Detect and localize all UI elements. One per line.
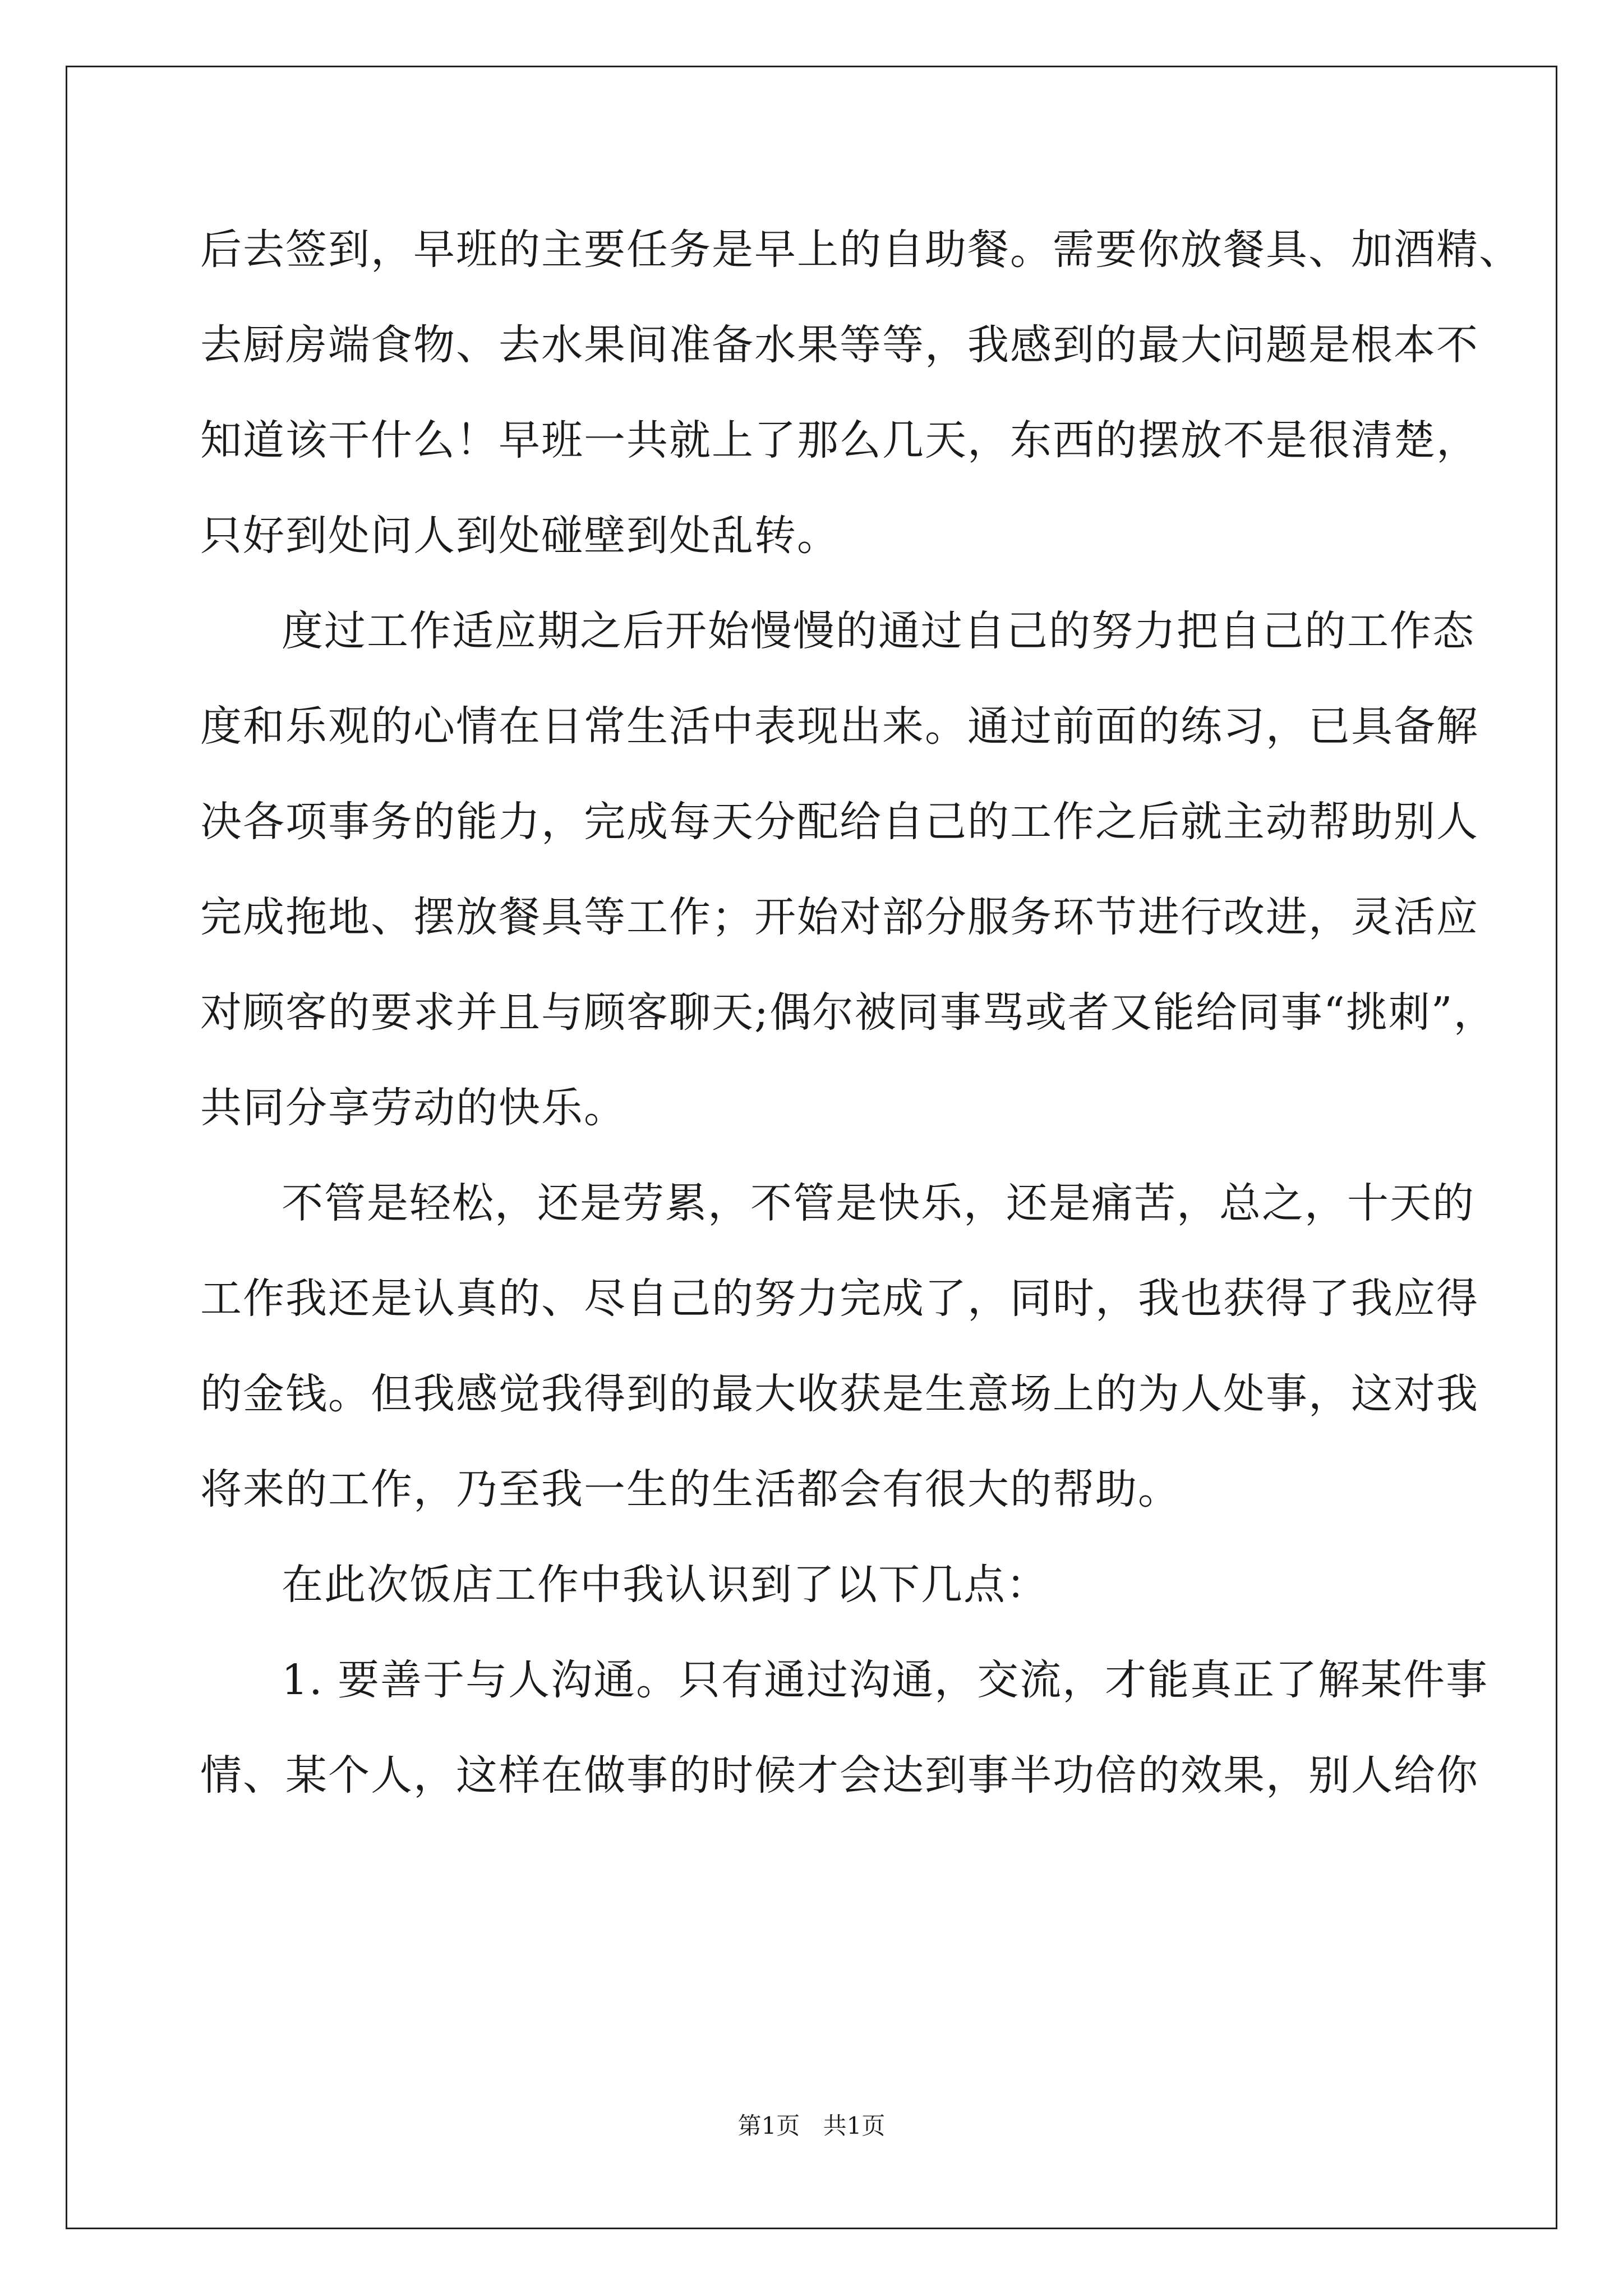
paragraph-first-line: 度过工作适应期之后开始慢慢的通过自己的努力把自己的工作态 [282,607,1475,655]
body-line: 情、某个人，这样在做事的时候才会达到事半功倍的效果，别人给你 [200,1751,1479,1800]
page-footer [0,2109,1623,2143]
body-line: 将来的工作，乃至我一生的生活都会有很大的帮助。 [200,1465,1181,1513]
body-line: 的金钱。但我感觉我得到的最大收获是生意场上的为人处事，这对我 [200,1370,1479,1418]
body-line: 度和乐观的心情在日常生活中表现出来。通过前面的练习，已具备解 [200,702,1479,751]
body-line: 只好到处问人到处碰壁到处乱转。 [200,512,840,560]
body-line: 工作我还是认真的、尽自己的努力完成了，同时，我也获得了我应得 [200,1274,1479,1323]
body-line: 共同分享劳动的快乐。 [200,1084,626,1132]
body-line: 对顾客的要求并且与顾客聊天;偶尔被同事骂或者又能给同事“挑刺”， [200,988,1496,1037]
body-line: 完成拖地、摆放餐具等工作；开始对部分服务环节进行改进，灵活应 [200,893,1479,941]
page-number: 第1页 [737,2112,800,2139]
page-border [66,66,1557,2229]
body-line: 知道该干什么！早班一共就上了那么几天，东西的摆放不是很清楚， [200,416,1479,464]
list-item-first-line: 1. 要善于与人沟通。只有通过沟通，交流，才能真正了解某件事 [282,1656,1489,1704]
body-line: 后去签到，早班的主要任务是早上的自助餐。需要你放餐具、加酒精、 [200,226,1521,274]
page-total: 共1页 [823,2112,886,2139]
paragraph-first-line: 不管是轻松，还是劳累，不管是快乐，还是痛苦，总之，十天的 [282,1179,1475,1227]
paragraph-first-line: 在此次饭店工作中我认识到了以下几点： [282,1561,1049,1609]
body-line: 决各项事务的能力，完成每天分配给自己的工作之后就主动帮助别人 [200,798,1479,846]
body-line: 去厨房端食物、去水果间准备水果等等，我感到的最大问题是根本不 [200,321,1479,369]
